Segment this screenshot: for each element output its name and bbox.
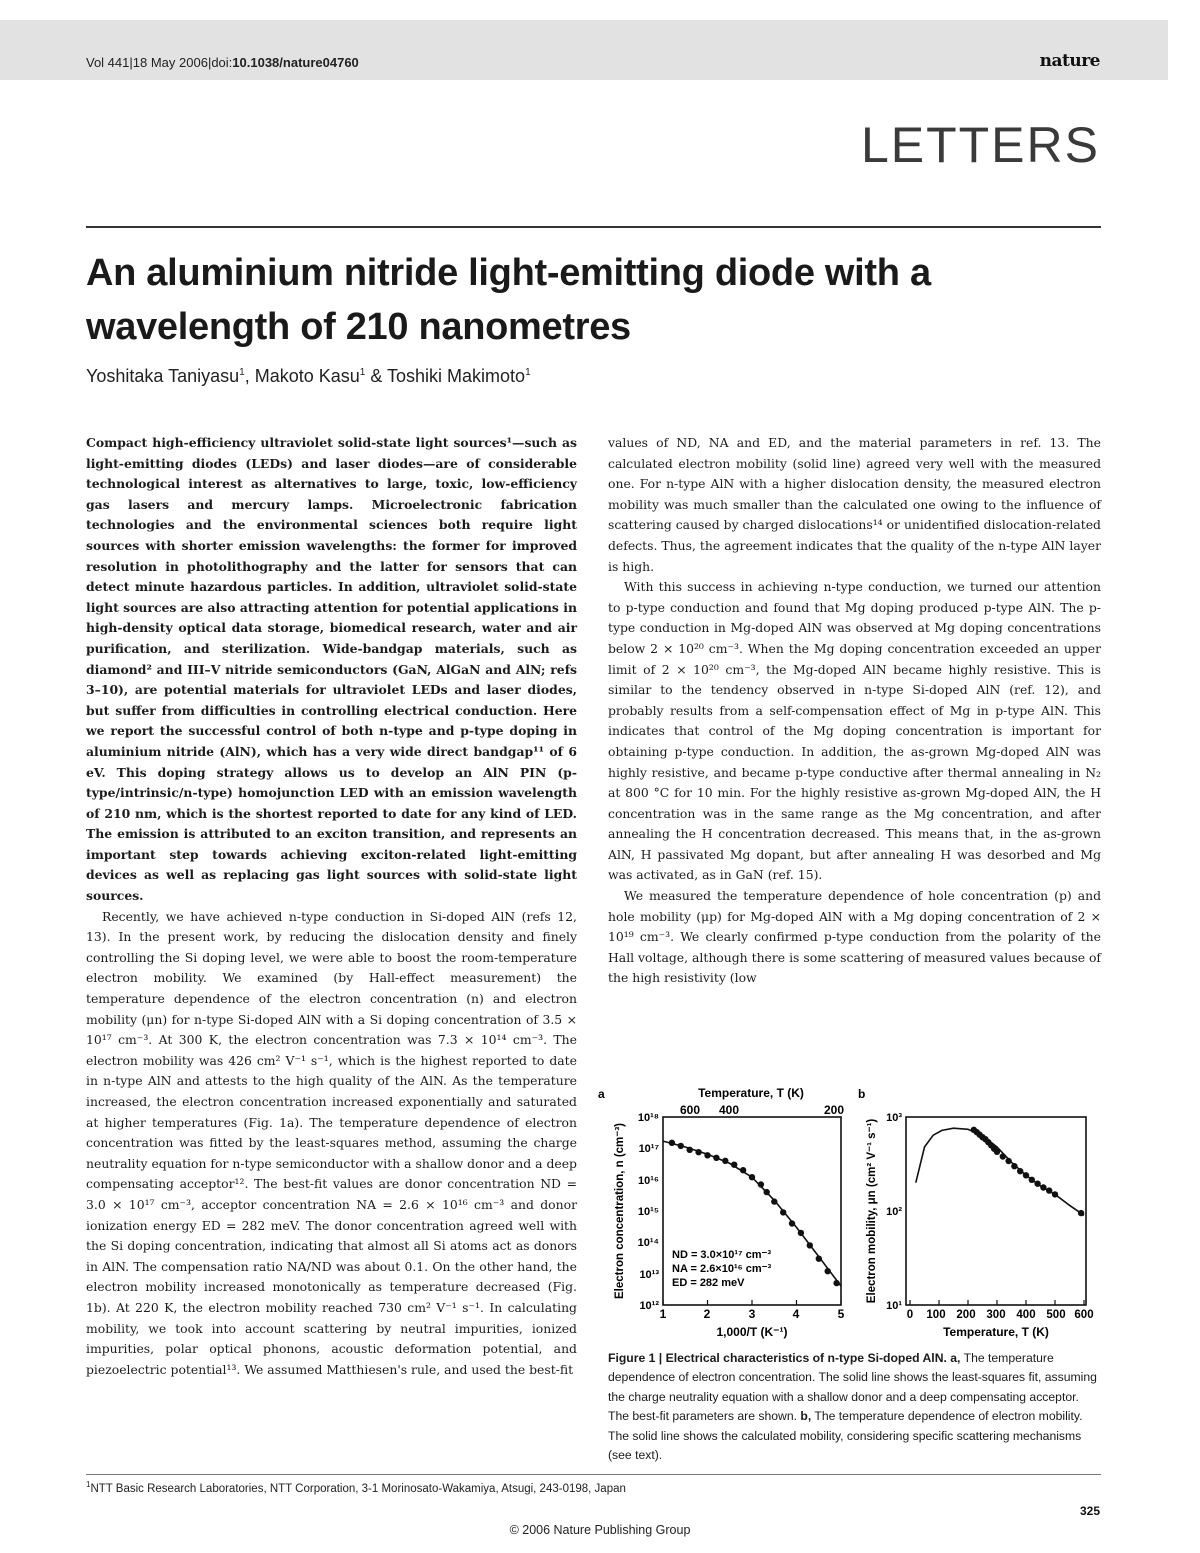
affiliation-mark: 1 xyxy=(359,367,366,378)
body-paragraph: With this success in achieving n-type conduction, we turned our attention to p-type conduction and found that Mg doping produced p-type AlN. The p-type conduction in Mg-doped AlN was observed at Mg doping concentrations below 2 × 10²⁰ cm⁻³. When the Mg doping concentration exceeded an upper limit of 2 × 10²⁰ cm⁻³, the Mg-doped AlN became highly resistive. This is similar to the tendency observed in n-type Si-doped AlN (ref. 12), and probably results from a self-compensation effect of Mg in p-type AlN. This indicates that control of the Mg doping concentration is important for obtaining p-type conduction. In addition, the as-grown Mg-doped AlN was highly resistive, and became p-type conductive after thermal annealing in N₂ at 800 °C for 10 min. For the highly resistive as-grown Mg-doped AlN, the H concentration was in the same range as the Mg concentration, and after annealing the H concentration decreased. This means that, in the as-grown AlN, H passivated Mg dopant, but after annealing H was desorbed and Mg was activated, as in GaN (ref. 15). xyxy=(608,579,1101,883)
doi-label: doi: xyxy=(211,55,233,70)
fit-curve xyxy=(916,1128,1084,1215)
panel-b-y-ticks xyxy=(886,1112,902,1312)
panel-b-label: b xyxy=(858,1087,866,1101)
article-title: An aluminium nitride light-emitting diode with a wavelength of 210 nanometres xyxy=(86,252,931,348)
body-paragraph: We measured the temperature dependence of hole concentration (p) and hole mobility (μp) for Mg-doped AlN with a Mg doping concentration of 2 × 10¹⁹ cm⁻³. We clearly confirmed p-type conduction from the polarity of the Hall voltage, although there is some scattering of measured values because of the high resistivity (low xyxy=(608,888,1102,986)
panel-b-x-label: Temperature, T (K) xyxy=(943,1325,1049,1339)
panel-b-marks xyxy=(910,1127,1084,1305)
x-tick-label: 4 xyxy=(792,1307,800,1321)
x-tick-label: 5 xyxy=(837,1307,845,1321)
text-column-left xyxy=(86,433,577,1380)
x-tick-label: 3 xyxy=(748,1307,756,1321)
masthead-bar xyxy=(0,20,1168,80)
author-name[interactable]: Yoshitaka Taniyasu xyxy=(86,366,240,386)
x-tick-label: 0 xyxy=(906,1309,914,1321)
y-tick-label: 10³ xyxy=(886,1112,902,1124)
separator: | xyxy=(207,55,212,70)
panel-b-y-label: Electron mobility, μn (cm² V⁻¹ s⁻¹) xyxy=(866,1118,878,1304)
volume: Vol 441 xyxy=(86,55,130,70)
body-paragraph: Recently, we have achieved n-type conduction in Si-doped AlN (refs 12, 13). In the present work, by reducing the dislocation density and finely controlling the Si doping level, we were able to boost the room-temperature electron mobility. We examined (by Hall-effect measurement) the temperature dependence of the electron concentration (n) and electron mobility (μn) for n-type Si-doped AlN with a Si doping concentration of 3.5 × 10¹⁷ cm⁻³. At 300 K, the electron concentration was 7.3 × 10¹⁴ cm⁻³. The electron mobility was 426 cm² V⁻¹ s⁻¹, which is the highest reported to date in n-type AlN and attests to the high quality of the AlN. As the temperature increased, the electron concentration increased exponentially and saturated at higher temperatures (Fig. 1a). The temperature dependence of electron concentration was fitted by the least-squares method, assuming the charge neutrality equation for n-type semiconductor with a shallow donor and a deep compensating acceptor¹². The best-fit values are donor concentration ND = 3.0 × 10¹⁷ cm⁻³, acceptor concentration NA = 2.6 × 10¹⁶ cm⁻³ and donor ionization energy ED = 282 meV. The donor concentration agreed well with the Si doping concentration, indicating that almost all Si atoms act as donors in AlN. The compensation ratio NA/ND was about 0.1. On the other hand, the electron mobility increased monotonically as temperature decreased (Fig. 1b). At 220 K, the electron mobility reached 730 cm² V⁻¹ s⁻¹. In calculating mobility, we took into account scattering by neutral impurities, ionized impurities, polar optical phonons, acoustic deformation potential, and piezoelectric potential¹³. We assumed Matthiesen's rule, and used the best-fit xyxy=(86,908,577,1377)
author-name[interactable]: Makoto Kasu xyxy=(254,366,360,386)
x-tick-label: 2 xyxy=(703,1307,711,1321)
affiliation-mark: 1 xyxy=(86,1480,91,1489)
text-column-right xyxy=(608,433,1101,989)
top-tick-label: 600 xyxy=(679,1103,701,1117)
fit-param: ED = 282 meV xyxy=(672,1277,745,1289)
body-paragraph: values of ND, NA and ED, and the material parameters in ref. 13. The calculated electron mobility (solid line) agreed very well with the measured one. For n-type AlN with a higher dislocation density, the measured electron mobility was much smaller than the calculated one owing to the influence of scattering caused by charged dislocations¹⁴ or unidentified dislocation-related defects. Thus, the agreement indicates that the quality of the n-type AlN layer is high. xyxy=(608,435,1101,574)
affiliation-text: NTT Basic Research Laboratories, NTT Corporation, 3-1 Morinosato-Wakamiya, Atsugi, 243-0198, Japan xyxy=(90,1482,626,1495)
section-heading: LETTERS xyxy=(860,117,1100,173)
top-tick-label: 200 xyxy=(823,1103,845,1117)
abstract: Compact high-efficiency ultraviolet solid-state light sources¹—such as light-emitting diodes (LEDs) and laser diodes—are of considerable technological interest as alternatives to large, toxic, low-efficiency gas lasers and mercury lamps. Microelectronic fabrication technologies and the environmental sciences both require light sources with shorter emission wavelengths: the former for improved resolution in photolithography and the latter for sensors that can detect minute hazardous particles. In addition, ultraviolet solid-state light sources are also attracting attention for potential applications in high-density optical data storage, biomedical research, water and air purification, and sterilization. Wide-bandgap materials, such as diamond² and III–V nitride semiconductors (GaN, AlGaN and AlN; refs 3–10), are potential materials for ultraviolet LEDs and laser diodes, but suffer from difficulties in controlling electrical conduction. Here we report the successful control of both n-type and p-type doping in aluminium nitride (AlN), which has a very wide direct bandgap¹¹ of 6 eV. This doping strategy allows us to develop an AlN PIN (p-type/intrinsic/n-type) homojunction LED with an emission wavelength of 210 nm, which is the shortest reported to date for any kind of LED. The emission is attributed to an exciton transition, and represents an important step towards achieving exciton-related light-emitting devices as well as replacing gas light sources with solid-state light sources. xyxy=(86,435,577,904)
doi-link[interactable]: 10.1038/nature04760 xyxy=(232,55,359,70)
citation-line xyxy=(86,55,359,70)
panel-a-y-ticks xyxy=(638,1112,660,1312)
panel-b-plot-frame xyxy=(906,1117,1086,1305)
panel-b-x-ticks xyxy=(907,1309,1094,1321)
y-tick-label: 10² xyxy=(886,1206,902,1218)
page-number: 325 xyxy=(1079,1504,1100,1518)
y-tick-label: 10¹⁵ xyxy=(637,1206,659,1218)
y-tick-label: 10¹⁶ xyxy=(638,1175,659,1187)
caption-text: The temperature dependence of electron mobility. The solid line shows the calculated mobility, considering specific scattering mechanisms (see text). xyxy=(608,1409,1083,1463)
author-separator: & xyxy=(365,366,388,386)
y-tick-label: 10¹⁴ xyxy=(637,1237,659,1249)
copyright: © 2006 Nature Publishing Group xyxy=(509,1523,691,1537)
journal-logo: nature xyxy=(1039,51,1100,71)
caption-title: Figure 1 | Electrical characteristics of n-type Si-doped AlN. xyxy=(608,1351,947,1365)
panel-a-x-label: 1,000/T (K⁻¹) xyxy=(716,1325,788,1339)
title-rule xyxy=(86,226,1101,228)
caption-text: The temperature dependence of electron concentration. The solid line shows the least-squares fit, assuming the charge neutrality equation with a shallow donor and a deep compensating acceptor. The best-fit parameters are shown. xyxy=(608,1351,1097,1424)
author-list xyxy=(86,366,531,387)
panel-a-x-ticks xyxy=(660,1307,845,1321)
x-tick-label: 400 xyxy=(1016,1309,1036,1321)
y-tick-label: 10¹³ xyxy=(639,1269,659,1281)
x-tick-label: 1 xyxy=(659,1307,667,1321)
panel-a-label: a xyxy=(598,1087,605,1101)
x-tick-label: 600 xyxy=(1074,1309,1094,1321)
fit-param: NA = 2.6×10¹⁶ cm⁻³ xyxy=(672,1263,772,1275)
x-tick-label: 500 xyxy=(1046,1309,1066,1321)
y-tick-label: 10¹⁷ xyxy=(638,1143,659,1155)
y-tick-label: 10¹² xyxy=(639,1300,659,1312)
issue-date: 18 May 2006 xyxy=(132,55,208,70)
panel-a-y-label: Electron concentration, n (cm⁻³) xyxy=(614,1122,626,1300)
y-tick-label: 10¹ xyxy=(886,1300,902,1312)
author-name[interactable]: Toshiki Makimoto xyxy=(387,366,526,386)
caption-panel-label: a, xyxy=(950,1351,961,1365)
affiliation-footnote xyxy=(86,1480,626,1495)
affiliation-mark: 1 xyxy=(525,367,531,378)
affiliation-mark: 1 xyxy=(239,367,245,378)
x-tick-label: 100 xyxy=(926,1309,946,1321)
separator: | xyxy=(129,55,133,70)
panel-a-top-axis-label: Temperature, T (K) xyxy=(698,1086,804,1100)
footnote-rule xyxy=(86,1474,1101,1475)
author-separator: , xyxy=(244,366,255,386)
x-tick-label: 200 xyxy=(956,1309,976,1321)
x-tick-label: 300 xyxy=(986,1309,1006,1321)
y-tick-label: 10¹⁸ xyxy=(637,1112,659,1124)
figure-1 xyxy=(596,1082,1111,1344)
figure-caption xyxy=(608,1349,1101,1465)
top-tick-label: 400 xyxy=(718,1103,740,1117)
fit-param: ND = 3.0×10¹⁷ cm⁻³ xyxy=(672,1249,771,1261)
caption-panel-label: b, xyxy=(800,1409,812,1424)
